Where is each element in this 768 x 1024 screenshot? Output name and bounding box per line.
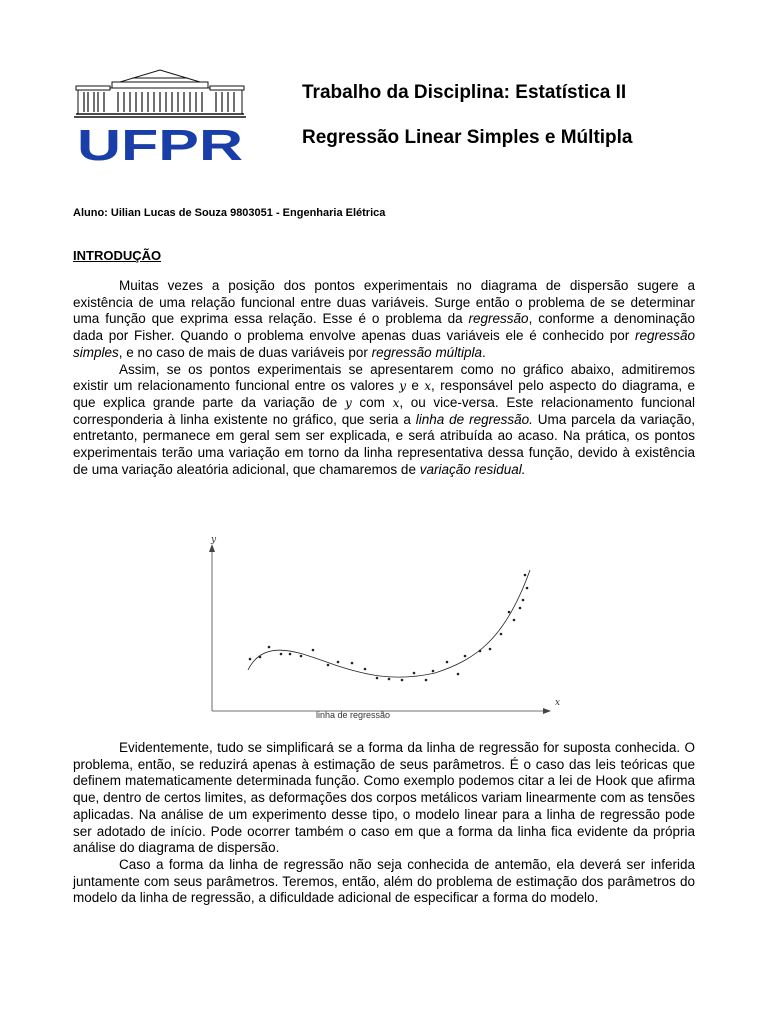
data-point	[388, 678, 391, 681]
intro-text-block	[73, 278, 695, 478]
p1-text-c: , e no caso de mais de duas variáveis por	[118, 344, 372, 360]
scatter-diagram	[195, 530, 575, 730]
data-point	[508, 611, 511, 614]
data-point	[522, 599, 525, 602]
regression-line-label: linha de regressão	[316, 710, 391, 720]
ufpr-logo	[72, 68, 248, 170]
data-point	[337, 661, 340, 664]
data-point	[446, 661, 449, 664]
data-point	[280, 653, 283, 656]
data-points	[249, 574, 529, 682]
data-point	[312, 649, 315, 652]
p1-text-d: .	[481, 344, 486, 360]
paragraph-4: Caso a forma da linha de regressão não seja conhecida de antemão, ela deverá ser inferida juntamente com seus parâmetros. Teremos, então, além do problema de estimação dos parâmetros do modelo da linha de regressão, a dificuldade adicional de especificar a forma do modelo.	[73, 856, 695, 906]
paragraph-3: Evidentemente, tudo se simplificará se a forma da linha de regressão for suposta conhecida. O problema, então, se reduzirá apenas à estimação de seus parâmetros. É o caso das leis teóricas que definem matematicamente determinada função. Como exemplo podemos citar a lei de Hook que afirma que, dentro de certos limites, as deformações dos corpos metálicos variam linearmente com as tensões aplicadas. Na análise de um experimento desse tipo, o modelo linear para a linha de regressão pode ser adotado de início. Pode ocorrer também o caso em que a forma da linha fica evidente da própria análise do diagrama de dispersão.	[73, 740, 695, 856]
p2-emphasis-linha: linha de regressão.	[415, 411, 533, 427]
data-point	[432, 670, 435, 673]
p2-var-y: y	[399, 379, 407, 394]
paragraph-1	[73, 278, 695, 362]
y-axis-label: y	[211, 535, 217, 545]
p2-emphasis-residual: variação residual.	[419, 461, 526, 477]
p2-text-f: Uma parcela da variação, entretanto, permanece em geral sem ser explicada, e será atribuída ao acaso. Na prática, os pontos experimentais terão uma variação em torno da linha representativa dessa função, devido à existência de uma variação aleatória adicional, que chamaremos de	[73, 411, 696, 477]
data-point	[259, 656, 262, 659]
p2-var-x: x	[424, 379, 432, 394]
data-point	[327, 664, 330, 667]
data-point	[268, 646, 271, 649]
data-point	[519, 607, 522, 610]
paragraph-2	[73, 362, 695, 479]
document-subtitle: Regressão Linear Simples e Múltipla	[302, 127, 633, 148]
data-point	[300, 655, 303, 658]
data-point	[526, 587, 529, 590]
regression-curve	[248, 570, 530, 677]
p2-var-x-2: x	[392, 395, 400, 410]
y-axis-arrow	[209, 544, 215, 552]
data-point	[351, 662, 354, 665]
p2-var-y-2: y	[344, 395, 352, 410]
data-point	[289, 653, 292, 656]
p1-text-a: Muitas vezes a posição dos pontos experimentais no diagrama de dispersão sugere a existência de uma relação funcional entre duas variáveis. Surge então o problema de se determinar uma função que exprima essa relação. Esse é o problema da	[73, 278, 695, 327]
data-point	[364, 668, 367, 671]
p2-text-a: Assim, se os pontos experimentais se apresentarem como no gráfico abaixo, admitiremos existir um relacionamento funcional entre os valores	[73, 361, 695, 394]
p2-text-c: , responsável pelo aspecto do diagrama, e que explica grande parte da variação de	[73, 378, 695, 410]
data-point	[524, 574, 527, 577]
data-point	[401, 679, 404, 682]
data-point	[413, 672, 416, 675]
document-title: Trabalho da Disciplina: Estatística II	[302, 82, 627, 103]
p2-text-b: e	[406, 378, 425, 394]
data-point	[457, 673, 460, 676]
data-point	[425, 679, 428, 682]
p1-emphasis-multipla: regressão múltipla	[371, 344, 482, 360]
data-point	[249, 658, 252, 661]
building-icon	[74, 70, 246, 117]
logo-text: UFPR	[77, 121, 243, 170]
x-axis-label: x	[555, 698, 561, 708]
p2-text-e: , ou vice-versa. Este relacionamento funcional corresponderia à linha existente no gráfico, que seria a	[73, 394, 695, 427]
body-text-block	[73, 740, 695, 907]
p1-text-b: , conforme a denominação dada por Fisher. Quando o problema envolve apenas duas variáveis ele é conhecido por	[73, 311, 695, 344]
data-point	[376, 677, 379, 680]
data-point	[489, 648, 492, 651]
student-line: Aluno: Uilian Lucas de Souza 9803051 - Engenharia Elétrica	[73, 207, 386, 219]
data-point	[479, 650, 482, 653]
data-point	[513, 619, 516, 622]
data-point	[500, 633, 503, 636]
x-axis-arrow	[543, 708, 551, 714]
p1-emphasis-simples: regressão simples	[73, 328, 695, 360]
p1-emphasis-regressao: regressão	[468, 311, 529, 327]
data-point	[464, 655, 467, 658]
section-title: INTRODUÇÃO	[73, 248, 162, 263]
p2-text-d: com	[351, 394, 393, 410]
